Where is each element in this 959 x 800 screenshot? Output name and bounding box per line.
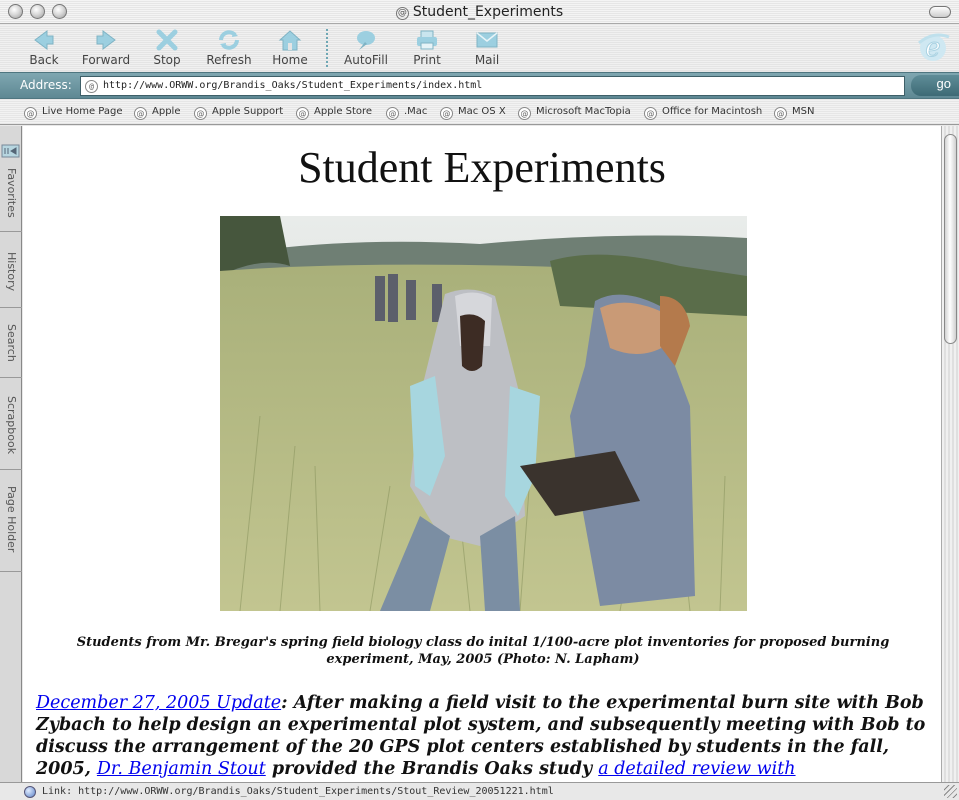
favorite-mac-os-x[interactable]: @ Mac OS X xyxy=(440,106,506,120)
stop-label: Stop xyxy=(153,53,181,67)
go-button[interactable]: go xyxy=(911,75,959,96)
favorite-apple-support[interactable]: @ Apple Support xyxy=(194,106,283,120)
favorite-live-home-page[interactable]: @ Live Home Page xyxy=(24,106,123,120)
autofill-pen-icon xyxy=(353,28,379,52)
favorite-microsoft-mactopia[interactable]: @ Microsoft MacTopia xyxy=(518,106,631,120)
detailed-review-link[interactable]: a detailed review with xyxy=(598,759,796,779)
favorites-bar xyxy=(0,100,959,125)
printer-icon xyxy=(414,28,440,52)
back-label: Back xyxy=(29,53,59,67)
field-biology-students-photo xyxy=(220,216,747,611)
december-27-2005-update-link[interactable]: December 27, 2005 Update xyxy=(36,693,282,713)
favorite-site-icon: @ xyxy=(440,107,453,120)
back-arrow-icon xyxy=(31,28,57,52)
status-bar xyxy=(0,782,959,800)
address-bar xyxy=(0,72,959,99)
update-paragraph: December 27, 2005 Update: After making a field visit to the experimental burn site with Bob Zybach to help design an experimental plot system, and subsequently meeting with Bob to discuss the arrangement of the 20 GPS plot centers established by students in the fall, 2005, Dr. Benjamin Stout provided the Brandis Oaks study a detailed review with xyxy=(36,692,936,782)
page-title: Student Experiments xyxy=(298,143,666,192)
mail-envelope-icon xyxy=(474,28,500,52)
status-text: Link: http://www.ORWW.org/Brandis_Oaks/Student_Experiments/Stout_Review_20051221.html xyxy=(42,786,554,797)
resize-grip-icon[interactable] xyxy=(944,785,957,798)
favorite-site-icon: @ xyxy=(296,107,309,120)
home-button[interactable] xyxy=(260,28,320,70)
forward-button[interactable] xyxy=(76,28,136,70)
favorite-site-icon: @ xyxy=(644,107,657,120)
window-title xyxy=(0,4,959,20)
forward-label: Forward xyxy=(81,53,131,67)
favorite-apple[interactable]: @ Apple xyxy=(134,106,180,120)
favorite-apple-store[interactable]: @ Apple Store xyxy=(296,106,372,120)
sidebar-tab-page-holder[interactable]: Page Holder xyxy=(0,482,22,572)
autofill-label: AutoFill xyxy=(344,53,388,67)
svg-text:e: e xyxy=(925,33,941,63)
page-proxy-icon: @ xyxy=(397,8,407,18)
favorite-site-icon: @ xyxy=(386,107,399,120)
favorite-site-icon: @ xyxy=(194,107,207,120)
refresh-label: Refresh xyxy=(206,53,252,67)
sidebar-tab-scrapbook[interactable]: Scrapbook xyxy=(0,392,22,470)
link-globe-icon xyxy=(24,786,36,798)
vertical-scrollbar[interactable] xyxy=(941,126,959,782)
refresh-icon xyxy=(216,28,242,52)
window-title-text: Student_Experiments xyxy=(412,4,564,20)
favorite-msn[interactable]: @ MSN xyxy=(774,106,814,120)
print-button[interactable] xyxy=(397,28,457,70)
favorite-office-for-macintosh[interactable]: @ Office for Macintosh xyxy=(644,106,762,120)
explorer-sidebar xyxy=(0,126,22,782)
web-page-content xyxy=(23,126,941,782)
address-input[interactable] xyxy=(80,76,905,96)
home-icon xyxy=(277,28,303,52)
refresh-button[interactable] xyxy=(199,28,259,70)
favorite-site-icon: @ xyxy=(24,107,37,120)
print-label: Print xyxy=(413,53,441,67)
toolbar-toggle-button[interactable] xyxy=(929,6,951,18)
favorite-site-icon: @ xyxy=(774,107,787,120)
mail-button[interactable] xyxy=(457,28,517,70)
back-button[interactable] xyxy=(14,28,74,70)
photo-caption: Students from Mr. Bregar's spring field biology class do inital 1/100-acre plot inventories for proposed burning experiment, May, 2005 (Photo: N. Lapham) xyxy=(76,635,890,667)
sidebar-tab-search[interactable]: Search xyxy=(0,320,22,378)
favorite-site-icon: @ xyxy=(518,107,531,120)
browser-toolbar xyxy=(0,25,959,71)
favorite-dot-mac[interactable]: @ .Mac xyxy=(386,106,427,120)
autofill-button[interactable] xyxy=(336,28,396,70)
sidebar-toggle-icon[interactable] xyxy=(1,144,20,158)
stop-button[interactable] xyxy=(137,28,197,70)
internet-explorer-logo-icon xyxy=(915,29,951,65)
forward-arrow-icon xyxy=(93,28,119,52)
toolbar-separator xyxy=(326,29,328,67)
home-label: Home xyxy=(272,53,308,67)
url-site-icon: @ xyxy=(85,80,98,93)
favorite-site-icon: @ xyxy=(134,107,147,120)
sidebar-tab-history[interactable]: History xyxy=(0,248,22,308)
sidebar-tab-favorites[interactable]: Favorites xyxy=(0,164,22,232)
scrollbar-thumb[interactable] xyxy=(944,134,957,344)
stop-x-icon xyxy=(154,28,180,52)
window-title-bar xyxy=(0,0,959,24)
address-url-text: http://www.ORWW.org/Brandis_Oaks/Student_Experiments/index.html xyxy=(103,80,483,91)
address-label: Address: xyxy=(20,78,72,92)
mail-label: Mail xyxy=(474,53,500,67)
dr-benjamin-stout-link[interactable]: Dr. Benjamin Stout xyxy=(96,759,266,779)
